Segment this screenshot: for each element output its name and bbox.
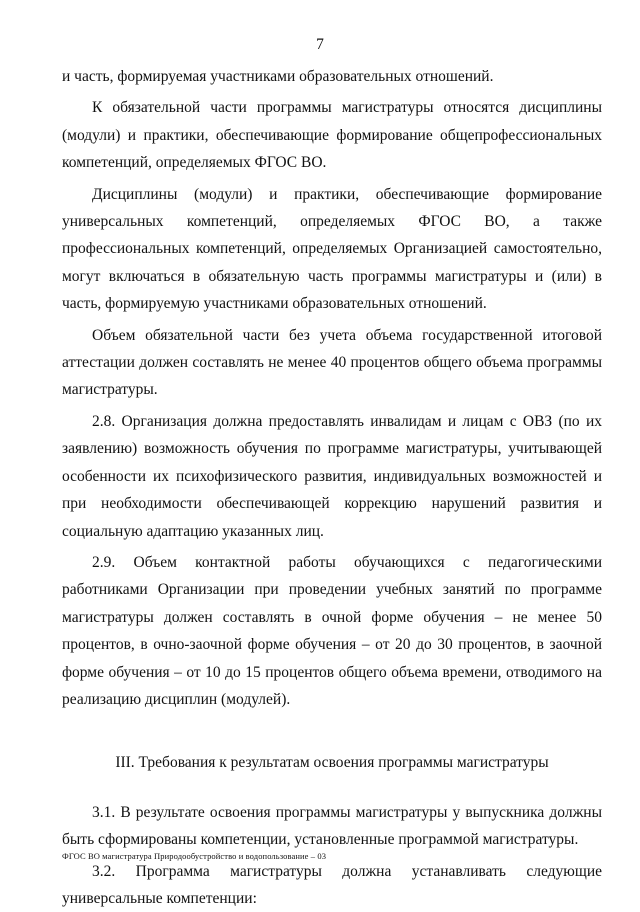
- paragraph-3-1: 3.1. В результате освоения программы магистратуры у выпускника должны быть сформированы компетенции, установленные программой магистратуры.: [62, 803, 602, 849]
- document-body: [62, 63, 602, 912]
- paragraph-mandatory-part: К обязательной части программы магистратуры относятся дисциплины (модули) и практики, обеспечивающие формирование общепрофессиональных компетенций, определяемых ФГОС ВО.: [62, 99, 602, 172]
- section-heading: III. Требования к результатам освоения программы магистратуры: [115, 754, 549, 772]
- page-footer: ФГОС ВО магистратура Природообустройство и водопользование – 03: [62, 851, 327, 861]
- paragraph-mandatory-volume: Объем обязательной части без учета объема государственной итоговой аттестации должен составлять не менее 40 процентов общего объема программы магистратуры.: [62, 326, 602, 399]
- page-number: 7: [316, 36, 324, 53]
- paragraph-continuation: и часть, формируемая участниками образовательных отношений.: [62, 68, 494, 85]
- paragraph-disciplines: Дисциплины (модули) и практики, обеспечивающие формирование универсальных компетенций, определяемых ФГОС ВО, а также профессиональных компетенций, определяемых Организацией самостоятельно, могут включаться в обязательную часть программы магистратуры и (или) в часть, формируемую участниками образовательных отношений.: [62, 185, 602, 313]
- paragraph-3-2: 3.2. Программа магистратуры должна устанавливать следующие универсальные компетенции:: [62, 862, 602, 907]
- paragraph-2-8: 2.8. Организация должна предоставлять инвалидам и лицам с ОВЗ (по их заявлению) возможность обучения по программе магистратуры, учитывающей особенности их психофизического развития, индивидуальных возможностей и при необходимости обеспечивающей коррекцию нарушений развития и социальную адаптацию указанных лиц.: [62, 412, 602, 540]
- paragraph-2-9: 2.9. Объем контактной работы обучающихся с педагогическими работниками Организации при проведении учебных занятий по программе магистратуры должен составлять в очной форме обучения – не менее 50 процентов, в очно-заочной форме обучения – от 20 до 30 процентов, в заочной форме обучения – от 10 до 15 процентов общего объема времени, отводимого на реализацию дисциплин (модулей).: [62, 553, 602, 708]
